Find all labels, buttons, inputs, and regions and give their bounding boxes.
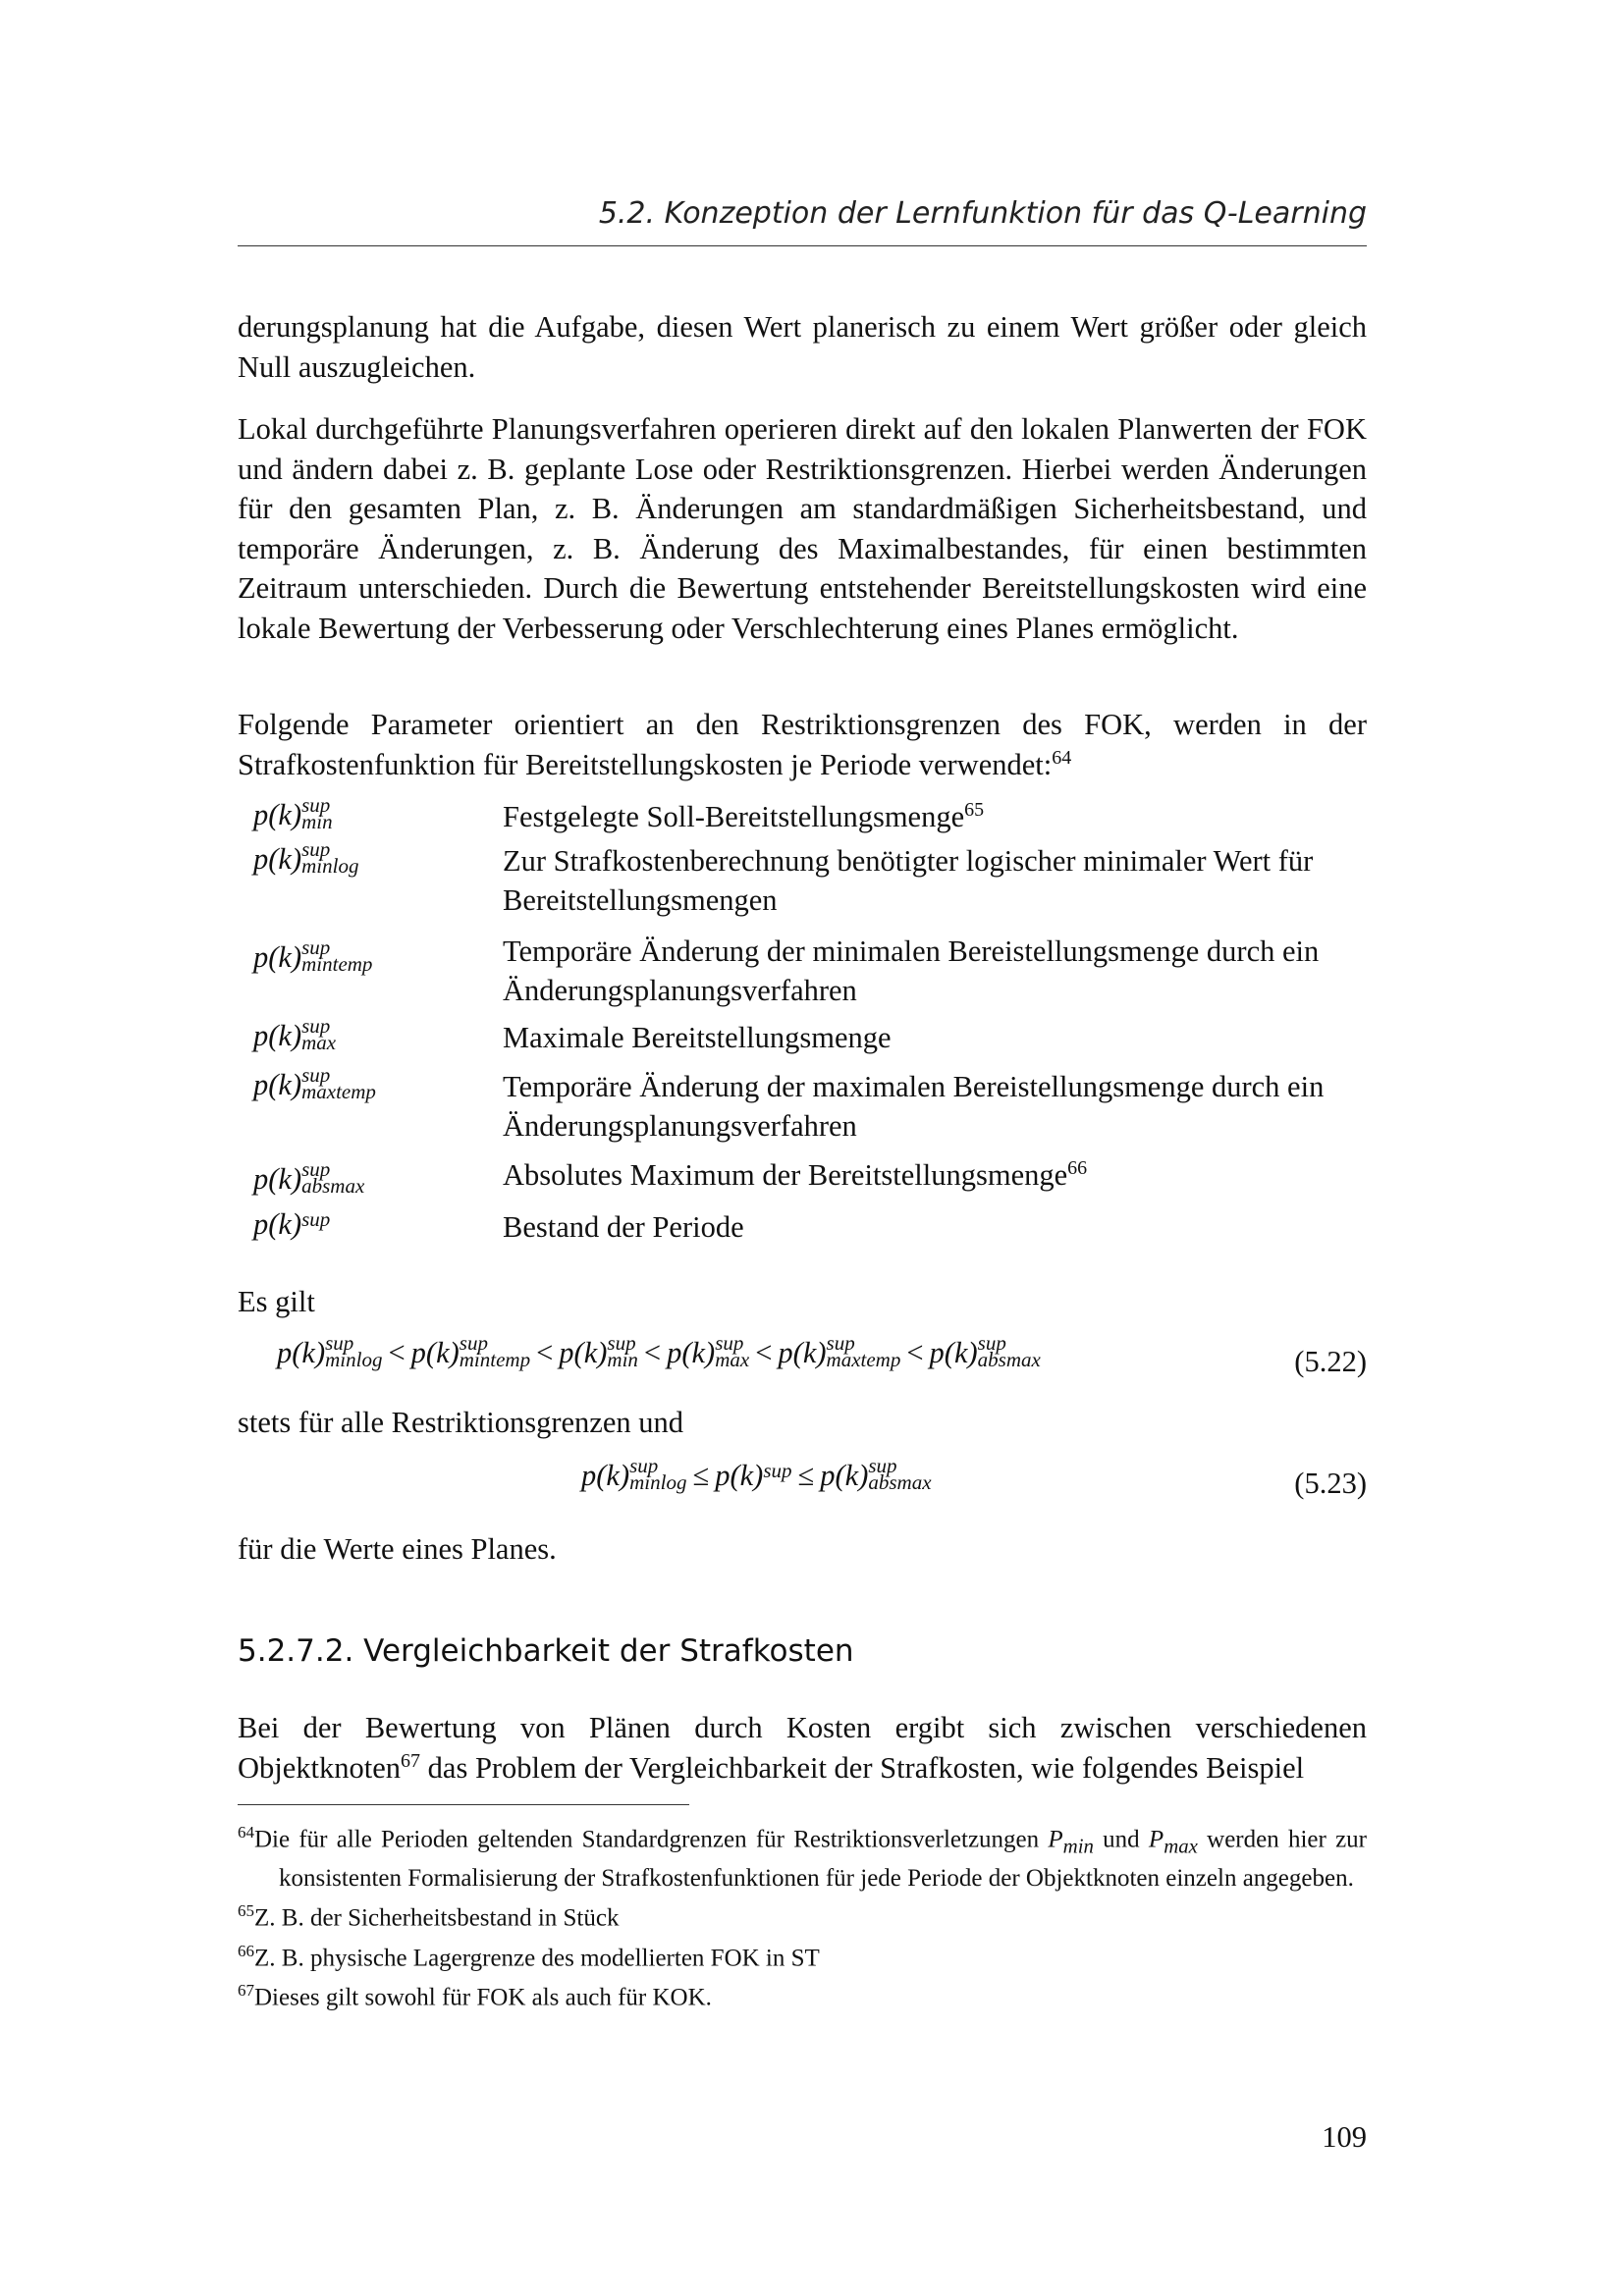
paragraph-3: Folgende Parameter orientiert an den Restriktionsgrenzen des FOK, werden in der Strafkostenfunktion für Bereitstellungskosten je Periode verwendet:$^{64}$ — [238, 708, 1367, 781]
equation-5-22: p(k) sup minlog < p(k) sup mintemp < p(k) sup min < p(k) sup max < p(k) sup maxtemp < p(k) sup absmax — [277, 1331, 1041, 1371]
equation-number-5-22: (5.22) — [1294, 1345, 1367, 1378]
footnote-ref-64[interactable]: 64 — [1052, 746, 1072, 769]
parameter-row — [253, 1207, 1367, 1252]
footnote-67: $^{67}$Dieses gilt sowohl für FOK als auch für KOK. — [238, 1980, 712, 2011]
section-heading: 5.2.7.2. Vergleichbarkeit der Strafkosten — [238, 1633, 854, 1669]
parameter-symbol: p(k) sup max — [253, 1014, 337, 1054]
parameter-row — [253, 793, 1367, 841]
header-rule — [238, 245, 1367, 246]
parameter-row — [253, 837, 1367, 932]
parameter-symbol: p(k) sup minlog — [253, 837, 359, 878]
parameter-description: Zur Strafkostenberechnung benötigter logischer minimaler Wert für Bereitstellungsmengen — [503, 844, 1314, 917]
parameter-description: Temporäre Änderung der maximalen Bereistellungsmenge durch ein Änderungsplanungsverfahren — [503, 1070, 1325, 1143]
stets-text: stets für alle Restriktionsgrenzen und — [238, 1406, 684, 1439]
parameter-description: Maximale Bereitstellungsmenge — [503, 1021, 892, 1054]
parameter-symbol: p(k) sup mintemp — [253, 935, 373, 976]
werte-text: für die Werte eines Planes. — [238, 1532, 557, 1566]
paragraph-4: Bei der Bewertung von Plänen durch Kosten ergibt sich zwischen verschiedenen Objektknoten$^{67}$ das Problem der Vergleichbarkeit der Strafkosten, wie folgendes Beispiel — [238, 1711, 1367, 1785]
footnote-rule — [238, 1804, 689, 1805]
page-number: 109 — [1322, 2120, 1367, 2154]
parameter-symbol: p(k) sup min — [253, 793, 333, 833]
footnote-ref-66[interactable]: 66 — [1067, 1156, 1088, 1179]
parameter-symbol: p(k) sup — [253, 1207, 331, 1241]
parameter-description: Bestand der Periode — [503, 1210, 744, 1244]
footnote-65: $^{65}$Z. B. der Sicherheitsbestand in Stück — [238, 1901, 620, 1932]
equation-number-5-23: (5.23) — [1294, 1467, 1367, 1500]
parameter-row — [253, 1155, 1367, 1207]
parameter-row — [253, 932, 1367, 1018]
parameter-description: Festgelegte Soll-Bereitstellungsmenge$^{65}$ — [503, 798, 985, 833]
parameter-row — [253, 1014, 1367, 1067]
parameter-symbol: p(k) sup maxtemp — [253, 1063, 376, 1103]
footnote-66: $^{66}$Z. B. physische Lagergrenze des modellierten FOK in ST — [238, 1941, 820, 1971]
paragraph-2: Lokal durchgeführte Planungsverfahren operieren direkt auf den lokalen Planwerten der FOK und ändern dabei z. B. geplante Lose oder Restriktionsgrenzen. Hierbei werden Änderungen für den gesamten Plan, z. B. Änderungen am standardmäßigen Sicherheitsbestand, und temporäre Änderungen, z. B. Änderung des Maximalbestandes, für einen bestimmten Zeitraum unterschieden. Durch die Bewertung entstehender Bereitstellungskosten wird eine lokale Bewertung der Verbesserung oder Verschlechterung eines Planes ermöglicht. — [238, 412, 1367, 645]
parameter-row — [253, 1063, 1367, 1155]
footnotes — [238, 1816, 1367, 2013]
es-gilt-text: Es gilt — [238, 1285, 315, 1318]
parameter-description: Absolutes Maximum der Bereitstellungsmenge$^{66}$ — [503, 1156, 1088, 1192]
paragraph-1: derungsplanung hat die Aufgabe, diesen Wert planerisch zu einem Wert größer oder gleich Null auszugleichen. — [238, 310, 1367, 384]
footnote-ref-67[interactable]: 67 — [401, 1749, 421, 1772]
parameter-description: Temporäre Änderung der minimalen Bereistellungsmenge durch ein Änderungsplanungsverfahren — [503, 934, 1320, 1007]
footnote-ref-65[interactable]: 65 — [964, 798, 985, 821]
equation-5-23: p(k) sup minlog ≤ p(k) sup ≤ p(k) sup absmax — [581, 1454, 932, 1494]
running-header: 5.2. Konzeption der Lernfunktion für das Q-Learning — [598, 196, 1367, 231]
parameter-list — [253, 793, 1367, 1252]
footnote-64: $^{64}$Die für alle Perioden geltenden Standardgrenzen für Restriktionsverletzungen $P_{min}$ und $P_{max}$ werden hier zur konsistenten Formalisierung der Strafkostenfunktionen für jede Periode der Objektknoten einzeln angegeben. — [238, 1823, 1367, 1893]
parameter-symbol: p(k) sup absmax — [253, 1157, 365, 1198]
